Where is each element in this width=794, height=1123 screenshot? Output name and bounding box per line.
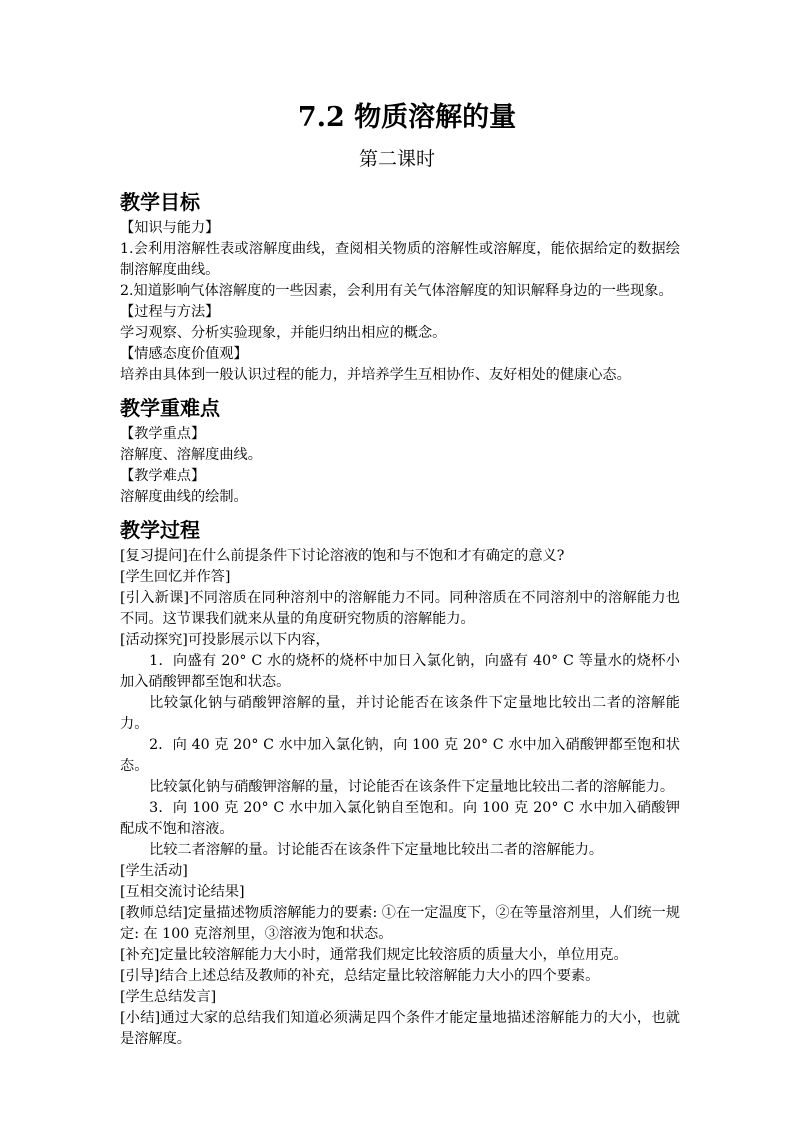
process-paragraph: [小结]通过大家的总结我们知道必须满足四个条件才能定量地描述溶解能力的大小，也就是溶解度。 (120, 1010, 680, 1047)
page-subtitle: 第二课时 (358, 148, 435, 170)
activity-compare-2: 比较氯化钠与硝酸钾溶解的量，讨论能否在该条件下定量地比较出二者的溶解能力。 (149, 779, 675, 795)
process-label: 【过程与方法】 (120, 304, 220, 320)
knowledge-label: 【知识与能力】 (120, 220, 220, 236)
knowledge-item-1: 1.会利用溶解性表或溶解度曲线，查阅相关物质的溶解性或溶解度，能依据给定的数据绘制溶解度曲线。 (120, 241, 680, 278)
process-paragraph: [互相交流讨论结果] (120, 884, 245, 900)
focus-text: 溶解度、溶解度曲线。 (120, 447, 262, 463)
activity-item-2: 2．向 40 克 20° C 水中加入氯化钠，向 100 克 20° C 水中加入硝酸钾都至饱和状态。 (120, 737, 680, 774)
process-paragraph: [复习提问]在什么前提条件下讨论溶液的饱和与不饱和才有确定的意义? (120, 548, 565, 564)
activity-item-1: 1．向盛有 20° C 水的烧杯的烧杯中加日入氯化钠，向盛有 40° C 等量水的烧杯小加入硝酸钾都至饱和状态。 (120, 653, 680, 690)
section-heading-process: 教学过程 (120, 518, 200, 542)
process-text: 学习观察、分析实验现象，并能归纳出相应的概念。 (120, 325, 447, 341)
difficulty-text: 溶解度曲线的绘制。 (120, 489, 248, 505)
emotion-label: 【情感态度价值观】 (120, 346, 248, 362)
process-paragraph: [学生活动] (120, 863, 188, 879)
knowledge-item-2: 2.知道影响气体溶解度的一些因素，会利用有关气体溶解度的知识解释身边的一些现象。 (120, 283, 673, 299)
activity-compare-3: 比较二者溶解的量。讨论能否在该条件下定量地比较出二者的溶解能力。 (149, 842, 604, 858)
emotion-text: 培养由具体到一般认识过程的能力，并培养学生互相协作、友好相处的健康心态。 (120, 367, 631, 383)
process-paragraph: [学生总结发言] (120, 989, 217, 1005)
process-paragraph: [学生回忆并作答] (120, 569, 231, 585)
difficulty-label: 【教学难点】 (120, 468, 206, 484)
page-title: 7.2 物质溶解的量 (297, 102, 517, 133)
section-heading-key-points: 教学重难点 (120, 396, 220, 420)
process-paragraph: [补充]定量比较溶解能力大小时，通常我们规定比较溶质的质量大小，单位用克。 (120, 947, 628, 963)
activity-compare-1: 比较氯化钠与硝酸钾溶解的量，并讨论能否在该条件下定量地比较出二者的溶解能力。 (120, 695, 680, 732)
process-paragraph: [教师总结]定量描述物质溶解能力的要素: ①在一定温度下，②在等量溶剂里，人们统一规定: 在 100 克溶剂里，③溶液为饱和状态。 (120, 905, 680, 942)
process-paragraph: [活动探究]可投影展示以下内容， (120, 632, 330, 648)
focus-label: 【教学重点】 (120, 426, 206, 442)
process-paragraph: [引导]结合上述总结及教师的补充，总结定量比较溶解能力大小的四个要素。 (120, 968, 600, 984)
activity-item-3: 3．向 100 克 20° C 水中加入氯化钠自至饱和。向 100 克 20° C 水中加入硝酸钾配成不饱和溶液。 (120, 800, 680, 837)
section-heading-objectives: 教学目标 (120, 190, 200, 214)
document-body (120, 186, 680, 1050)
process-paragraph: [引入新课]不同溶质在同种溶剂中的溶解能力不同。同种溶质在不同溶剂中的溶解能力也不同。这节课我们就来从量的角度研究物质的溶解能力。 (120, 590, 680, 627)
